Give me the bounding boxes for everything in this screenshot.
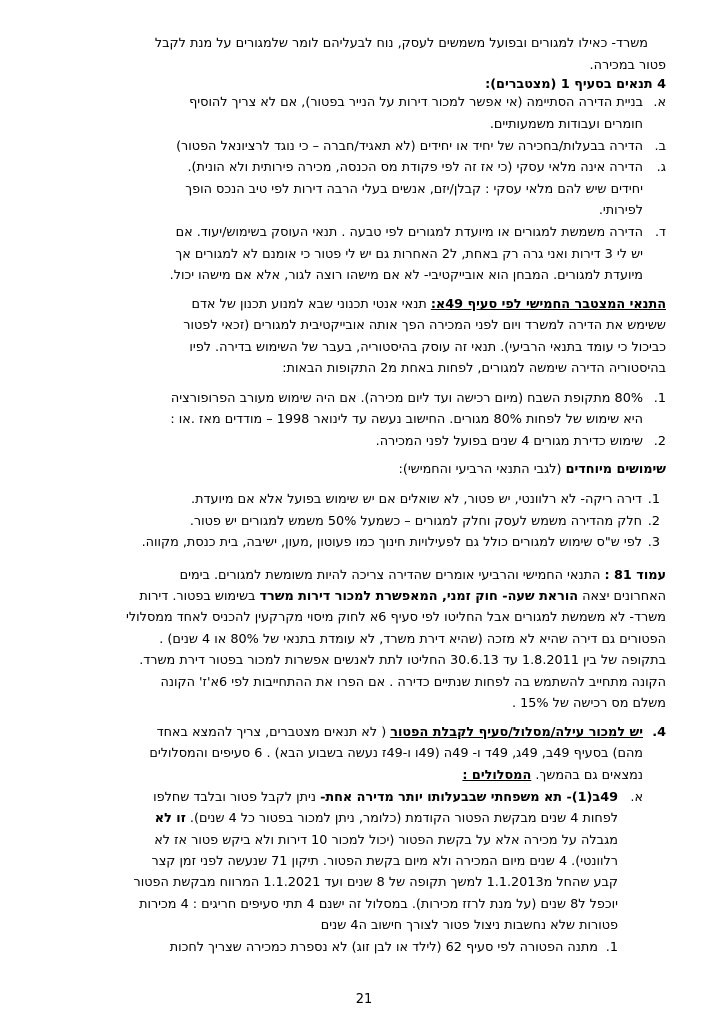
- list-marker: 3.: [647, 535, 660, 550]
- text-line: חומרים ועבודות משמעותיים.: [489, 116, 643, 132]
- paragraph-line: יש למכור עילה/מסלול/סעיף לקבלת הפטור ( לא תנאים מצטברים, צריך להמצא באחד: [156, 724, 643, 740]
- special-uses-heading: שימושים מיוחדים: [565, 461, 666, 477]
- text-line: מהם) בסעיף 49ב, 49ג, 49ד ו- 49ה (49ו ו-49ז נעשה בשבוע הבא) . 6 סעיפים והמסלולים: [149, 746, 643, 762]
- list-marker: 1.: [605, 939, 618, 955]
- text-line: יוכפל ל8 שנים (על מנת לרזז מכירות). במסלול זה ישנם 4 תתי סעיפים חריגים : 4 מכירות: [139, 896, 618, 912]
- text-line: חלק מהדירה משמש לעסק וחלק למגורים – כשמעל 50% משמש למגורים יש פטור.: [189, 513, 642, 529]
- text-line: מיועדת למגורים. המבחן הוא אובייקטיבי- לא אם מישהו רוצה לגור, אלא אם מישהו יכול.: [169, 268, 643, 284]
- routes-heading: המסלולים :: [462, 767, 532, 783]
- text-line: פטור במכירה.: [589, 57, 666, 73]
- paragraph-line: נמצאים גם בהמשך. המסלולים :: [462, 767, 643, 783]
- text-line: משרד- לא משמשת למגורים אבל החליטו לפי סעיף 6א לחוק מיסוי מקרקעין להכניס לאחד ממסלולי: [126, 610, 666, 626]
- list-marker: א.: [630, 789, 643, 805]
- list-marker: 1.: [647, 492, 660, 508]
- page-ref-heading: עמוד 81 :: [604, 567, 666, 583]
- list-marker: ד.: [654, 225, 666, 241]
- list-marker: 4.: [652, 724, 666, 740]
- exemption-routes-heading: יש למכור עילה/מסלול/סעיף לקבלת הפטור: [390, 724, 643, 740]
- text-line: מגבלה על מכירה אלא על בקשת הפטור (יכול למכור 10 דירות ולא ביקש פטור אז לא: [154, 832, 618, 848]
- text-line: משלם מס רכישה של 15% .: [511, 695, 666, 711]
- paragraph-line: האחרונים יצאה הוראת שעה- חוק זמני, המאפשרת למכור דירות משרד בשימוש בפטור. דירות: [139, 589, 666, 604]
- list-marker: 2.: [653, 433, 666, 449]
- text-line: כביכול כי עומד בתנאי הרביעי). תנאי זה עוסק בהיסטוריה, בעבר של השימוש בדירה. לפיו: [189, 339, 666, 355]
- list-marker: ג.: [656, 160, 666, 176]
- text-line: הדירה משמשת למגורים או מיועדת למגורים לפי טבעה . תנאי העוסק בשימוש/יעוד. אם: [175, 225, 643, 241]
- paragraph-line: שימושים מיוחדים (לגבי התנאי הרביעי והחמישי):: [398, 461, 666, 477]
- list-marker: א.: [653, 95, 666, 111]
- text-line: משרד- כאילו למגורים ובפועל משמשים לעסק, נוח לבעליהם לומר שלמגורים על מנת לקבל: [154, 35, 648, 51]
- route-49b1-heading: 49ב(1)- תא משפחתי שבבעלותו יותר מדירה אחת-: [320, 789, 618, 805]
- text-line: בהיסטוריה הדירה שימשה למגורים, לפחות באחת מ2 התקופות הבאות:: [282, 361, 666, 377]
- section-heading: 4 תנאים בסעיף 1 (מצטברים):: [485, 76, 666, 92]
- text-line: שימוש כדירת מגורים 4 שנים בפועל לפני המכירה.: [375, 433, 643, 449]
- emphasis-phrase: זו לא: [154, 811, 186, 827]
- text-line: לפירותי.: [598, 203, 643, 218]
- page-number: 21: [355, 992, 373, 1007]
- text-line: היא שימוש של לפחות 80% מגורים. החישוב נעשה עד לינואר 1998 – מודדים מאז .או :: [170, 412, 643, 428]
- text-line: רלוונטי). 4 שנים מיום המכירה ולא מיום בקשת הפטור. תיקון 71 שנעשה לפני זמן קצר: [151, 854, 618, 869]
- text-line: הקונה מתחייב להשתמש בה לפחות שנתיים כדירה . אם הפרו את ההתחייבות לפי 6א'ז' הקונה: [160, 674, 666, 690]
- text-line: ששימש את הדירה למשרד ויום לפני המכירה הפך אותה אובייקטיבית למגורים (זכאי לפטור: [183, 318, 666, 334]
- text-line: מתנה הפטורה לפי סעיף 62 (לילד או לבן זוג) לא נספרת כמכירה שצריך לחכות: [169, 939, 598, 955]
- text-line: יש לי 3 דירות ואני גרה רק באחת, ל2 האחרות גם יש לי פטור כי אומנם לא למגורים אך: [175, 246, 643, 262]
- paragraph-line: לפחות 4 שנים מבקשת הפטור הקודמת (כלומר, ניתן למכור בפטור כל 4 שנים). זו לא: [154, 811, 618, 827]
- text-line: הפטורים גם דירה שהיא לא מזכה (שהיא דירת משרד, לא עומדת בתנאי של 80% או 4 שנים) .: [159, 631, 666, 647]
- temporary-order-phrase: הוראת שעה- חוק זמני, המאפשרת למכור דירות משרד: [259, 589, 579, 604]
- text-line: הדירה בבעלות/בחכירה של יחיד או יחידים (לא תאגיד/חברה – כי נוגד לרציונאל הפטור): [176, 138, 643, 154]
- text-line: בתקופה של בין 1.8.2011 עד 30.6.13 החליטו לתת לאנשים אפשרות למכור בפטור דירת משרד.: [139, 653, 666, 669]
- text-line: לפי ש"ס שימוש למגורים כולל גם לפעילויות חינוך כמו פעוטון ,מעון, ישיבה, בית כנסת, מקווה.: [141, 535, 642, 550]
- paragraph-line: 49ב(1)- תא משפחתי שבבעלותו יותר מדירה אחת- ניתן לקבל פטור ובלבד שחלפו: [153, 789, 618, 805]
- list-marker: 2.: [647, 513, 660, 529]
- text-line: קבע שהחל מ1.1.2013 למשך תקופה של 8 שנים ועד 1.1.2021 המרווח מבקשת הפטור: [133, 875, 618, 891]
- paragraph-line: התנאי המצטבר החמישי לפי סעיף 49א: תנאי אנטי תכנוני שבא למנוע תכנון של אדם: [191, 296, 666, 312]
- text-line: בניית הדירה הסתיימה (אי אפשר למכור דירות על הנייר בפטור), אם לא צריך להוסיף: [189, 95, 643, 111]
- text-line: פטורות שלא נחשבות ניצול פטור לצורך חישוב ה4 שנים: [320, 918, 618, 934]
- list-marker: 1.: [653, 390, 666, 406]
- text-line: 80% מתקופת השבח (מיום רכישה ועד ליום מכירה). אם היה שימוש מעורב הפרופורציה: [170, 390, 643, 406]
- paragraph-line: עמוד 81 : התנאי החמישי והרביעי אומרים שהדירה צריכה להיות משומשת למגורים. בימים: [179, 567, 666, 583]
- text-line: דירה ריקה- לא רלוונטי, יש פטור, לא שואלים אם יש שימוש בפועל אלא אם מיועדת.: [191, 492, 642, 508]
- fifth-condition-heading: התנאי המצטבר החמישי לפי סעיף 49א:: [430, 296, 666, 312]
- list-marker: ב.: [654, 138, 666, 154]
- text-line: יחידים שיש להם מלאי עסקי : קבלן/יזם, אנשים בעלי הרבה דירות לפי טיב הנכס הופך: [185, 181, 643, 197]
- text-line: הדירה אינה מלאי עסקי (כי אז זה לפי פקודת מס הכנסה, מכירה פירותית ולא הונית).: [187, 160, 643, 176]
